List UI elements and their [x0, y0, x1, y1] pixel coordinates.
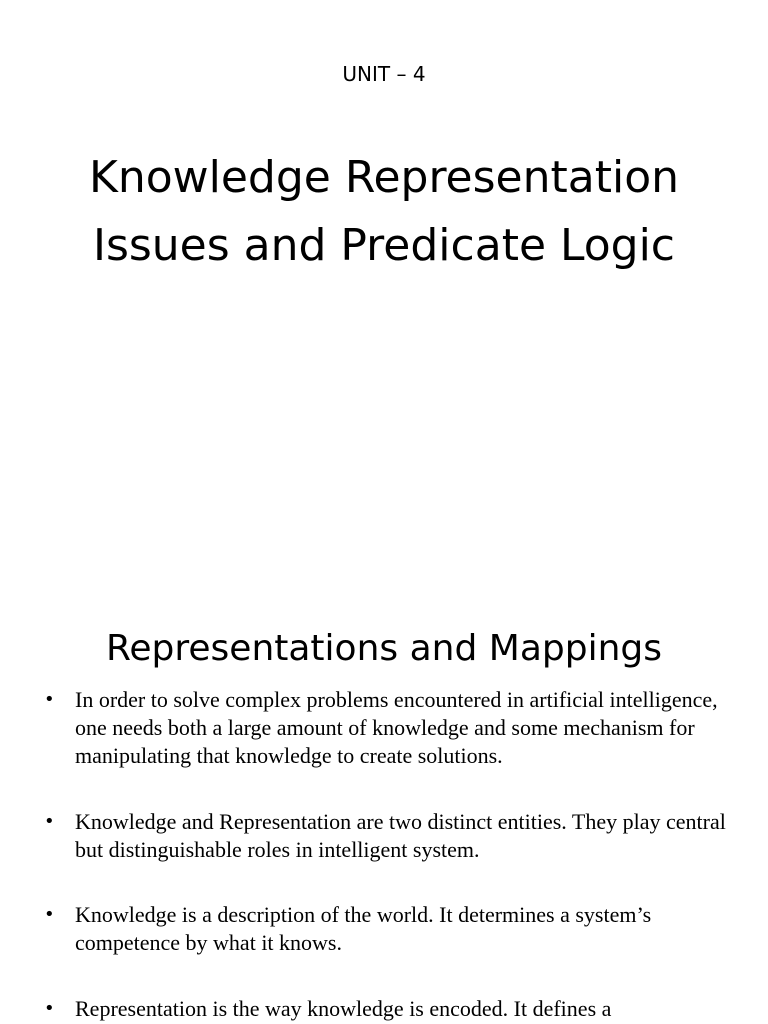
main-title [0, 144, 768, 280]
main-title-line-2: Issues and Predicate Logic [92, 220, 676, 271]
section-title: Representations and Mappings [105, 628, 663, 669]
bullet-icon: • [44, 689, 55, 710]
bullet-icon: • [44, 998, 55, 1019]
content-slide [0, 590, 768, 1024]
bullet-text: In order to solve complex problems encountered in artificial intelligence, one needs both a large amount of knowledge and some mechanism for manipulating that knowledge to create solutions. [75, 687, 718, 768]
bullet-text: Representation is the way knowledge is encoded. It defines a [75, 996, 612, 1021]
bullet-text: Knowledge is a description of the world. It determines a system’s competence by what it knows. [75, 902, 652, 955]
unit-label: UNIT – 4 [342, 62, 426, 86]
bullet-text: Knowledge and Representation are two distinct entities. They play central but distinguishable roles in intelligent system. [75, 809, 726, 862]
main-title-line-1: Knowledge Representation [88, 152, 680, 203]
bullet-icon: • [44, 904, 55, 925]
bullet-icon: • [44, 811, 55, 832]
